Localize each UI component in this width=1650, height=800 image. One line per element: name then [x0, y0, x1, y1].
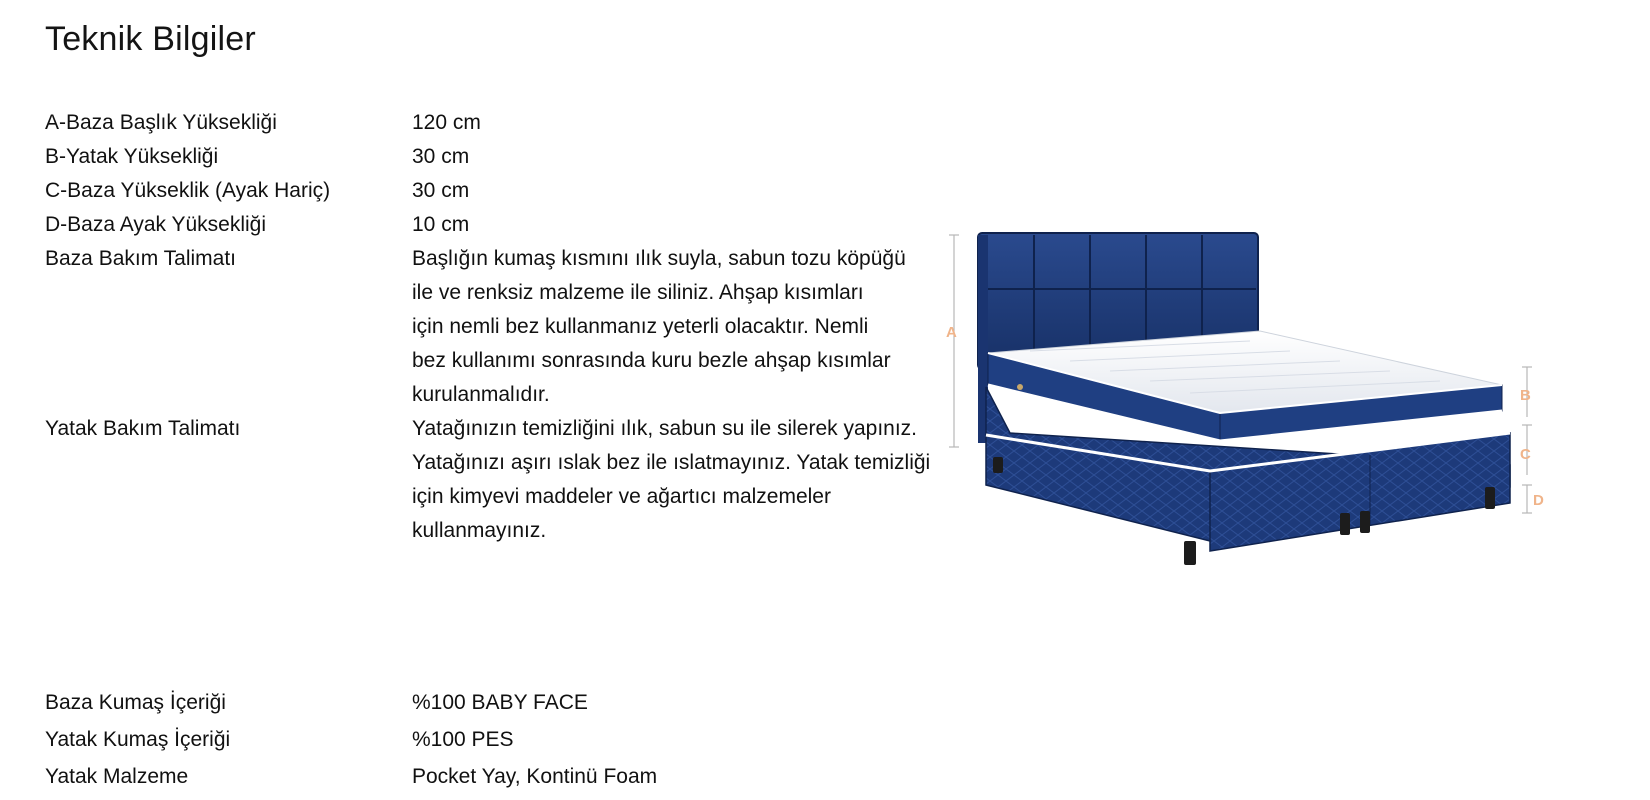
- dimension-label-c: C: [1520, 446, 1531, 463]
- spec-label: C-Baza Yükseklik (Ayak Hariç): [45, 179, 331, 202]
- spec-row-headboard-height: [45, 106, 945, 140]
- spec-value: Yatağınızın temizliğini ılık, sabun su ile silerek yapınız. Yatağınızı aşırı ıslak bez ile ıslatmayınız. Yatak temizliği için kimyevi maddeler ve ağartıcı malzemeler kullanmayınız.: [412, 417, 931, 542]
- mattress: [988, 331, 1502, 441]
- spec-label: Yatak Malzeme: [45, 765, 189, 788]
- spec-value: %100 PES: [412, 728, 514, 751]
- spec-value: 120 cm: [412, 111, 481, 134]
- spec-row-base-fabric: [45, 684, 945, 721]
- dimension-a: [949, 235, 959, 447]
- spec-value: 30 cm: [412, 145, 470, 168]
- spec-row-mattress-material: [45, 758, 945, 795]
- spec-value: Başlığın kumaş kısmını ılık suyla, sabun tozu köpüğü ile ve renksiz malzeme ile siliniz. Ahşap kısımları için nemli bez kullanmanız yeterli olacaktır. Nemli bez kullanımı sonrasında kuru bezle ahşap kısımlar kurulanmalıdır.: [412, 247, 906, 406]
- spec-label: Yatak Kumaş İçeriği: [45, 728, 231, 751]
- spec-value: 30 cm: [412, 179, 470, 202]
- spec-value: %100 BABY FACE: [412, 691, 588, 714]
- dimension-label-d: D: [1533, 492, 1544, 509]
- spec-row-mattress-height: [45, 140, 945, 174]
- spec-row-base-height: [45, 174, 945, 208]
- spec-row-mattress-care: [45, 412, 945, 548]
- dimension-label-b: B: [1520, 387, 1531, 404]
- spec-table-top: [45, 106, 945, 548]
- spec-label: Baza Bakım Talimatı: [45, 247, 237, 270]
- bed-product-image: [946, 235, 1640, 605]
- spec-label: Baza Kumaş İçeriği: [45, 691, 226, 714]
- spec-value: 10 cm: [412, 213, 470, 236]
- spec-row-leg-height: [45, 208, 945, 242]
- spec-row-base-care: [45, 242, 945, 412]
- spec-label: B-Yatak Yüksekliği: [45, 145, 219, 168]
- spec-row-mattress-fabric: [45, 721, 945, 758]
- bed-illustration: [946, 235, 1640, 605]
- dimension-label-a: A: [946, 324, 957, 341]
- spec-value: Pocket Yay, Kontinü Foam: [412, 765, 658, 788]
- spec-label: A-Baza Başlık Yüksekliği: [45, 111, 277, 134]
- dimension-d: [1522, 485, 1532, 513]
- spec-table-bottom: [45, 684, 945, 795]
- spec-label: D-Baza Ayak Yüksekliği: [45, 213, 267, 236]
- page-title: Teknik Bilgiler: [45, 20, 256, 58]
- spec-label: Yatak Bakım Talimatı: [45, 417, 241, 440]
